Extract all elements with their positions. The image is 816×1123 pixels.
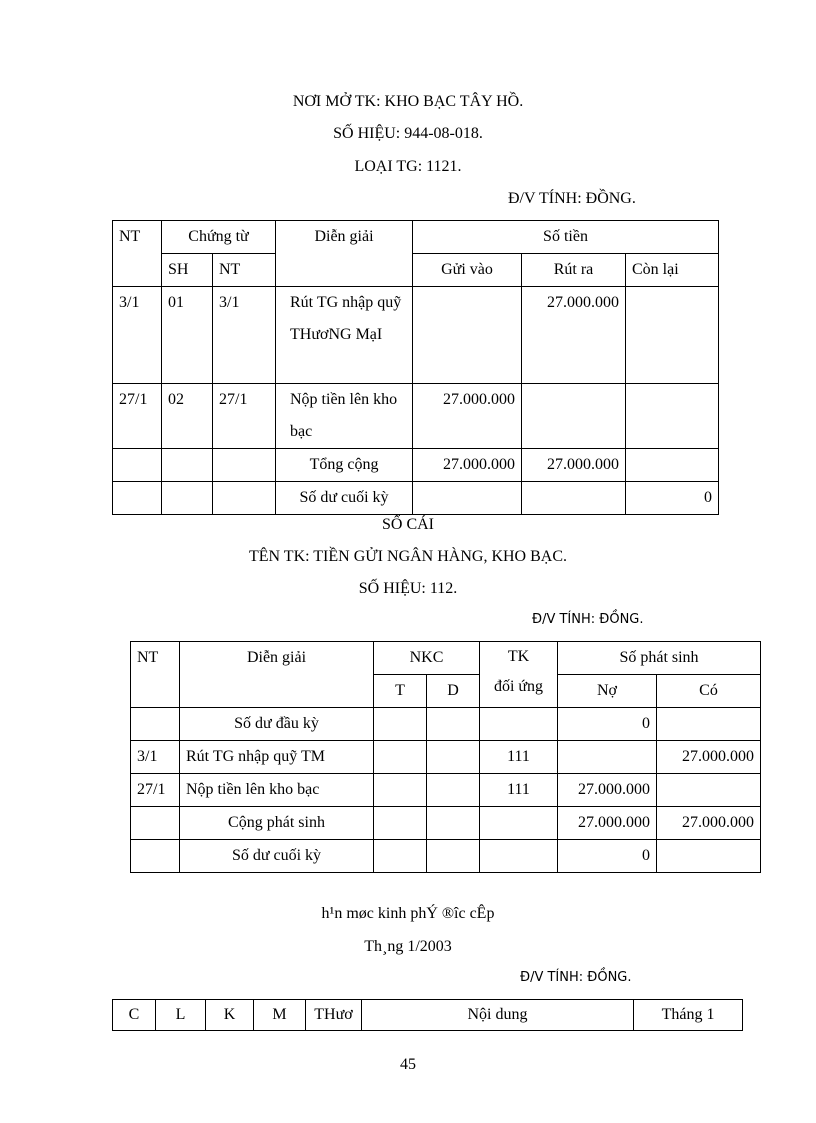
general-ledger-table (130, 641, 761, 873)
cell-rut-ra: 27.000.000 (522, 287, 626, 384)
cell-nt2 (213, 449, 276, 482)
header-con-lai: Còn lại (626, 254, 719, 287)
cell-t (374, 741, 427, 774)
header-so-phat-sinh: Số phát sinh (558, 642, 761, 675)
cell-nt: 27/1 (131, 774, 180, 807)
cell-co (657, 840, 761, 873)
cell-t (374, 774, 427, 807)
cell-desc: Số dư cuối kỳ (276, 482, 413, 515)
header-l: L (156, 1000, 206, 1031)
cell-co (657, 774, 761, 807)
cell-co: 27.000.000 (657, 807, 761, 840)
cell-no: 0 (558, 708, 657, 741)
cell-con-lai (626, 287, 719, 384)
cell-d (427, 708, 480, 741)
cell-t (374, 840, 427, 873)
header-nt: NT (131, 642, 180, 708)
cell-d (427, 741, 480, 774)
ledger-account-name: TÊN TK: TIỀN GỬI NGÂN HÀNG, KHO BẠC. (248, 548, 568, 565)
cell-rut-ra (522, 482, 626, 515)
header-nt: NT (113, 221, 162, 287)
cell-con-lai (626, 384, 719, 449)
cell-con-lai: 0 (626, 482, 719, 515)
header-t: T (374, 675, 427, 708)
cell-t (374, 708, 427, 741)
cell-nt (131, 807, 180, 840)
budget-table (112, 999, 743, 1031)
header-rut-ra: Rút ra (522, 254, 626, 287)
ledger-unit: Đ/V TÍNH: ĐỒNG. (532, 612, 644, 627)
table-row (113, 384, 719, 449)
cell-sh: 02 (162, 384, 213, 449)
header-k: K (206, 1000, 254, 1031)
cell-desc: Rút TG nhập quỹ THươNG MạI (276, 287, 413, 384)
header-m: M (254, 1000, 306, 1031)
cell-desc: Rút TG nhập quỹ TM (180, 741, 374, 774)
cell-con-lai (626, 449, 719, 482)
cell-tk (480, 840, 558, 873)
cell-tk: 111 (480, 774, 558, 807)
section3-title: h¹n møc kinh phÝ ®îc cÊp (321, 905, 495, 922)
cell-desc: Tổng cộng (276, 449, 413, 482)
cell-no: 27.000.000 (558, 774, 657, 807)
cell-nt: 27/1 (113, 384, 162, 449)
cell-rut-ra (522, 384, 626, 449)
account-number: SỐ HIỆU: 944-08-018. (333, 125, 483, 142)
cell-no: 27.000.000 (558, 807, 657, 840)
header-nt2: NT (213, 254, 276, 287)
section3-unit: Đ/V TÍNH: ĐỒNG. (520, 970, 632, 985)
cell-d (427, 840, 480, 873)
header-thuong: THươ (306, 1000, 362, 1031)
table-row (113, 449, 719, 482)
header-gui-vao: Gửi vào (413, 254, 522, 287)
page-number: 45 (400, 1056, 416, 1073)
header-co: Có (657, 675, 761, 708)
header-noi-dung: Nội dung (362, 1000, 634, 1031)
header-thang1: Tháng 1 (634, 1000, 743, 1031)
header-so-tien: Số tiền (413, 221, 719, 254)
cell-sh: 01 (162, 287, 213, 384)
header-c: C (113, 1000, 156, 1031)
table-row (131, 807, 761, 840)
cell-nt2: 3/1 (213, 287, 276, 384)
header-chung-tu: Chứng từ (162, 221, 276, 254)
header-doi-ung: đối ứng (493, 678, 544, 695)
cell-nt2 (213, 482, 276, 515)
cell-desc: Cộng phát sinh (180, 807, 374, 840)
cell-co (657, 708, 761, 741)
cell-desc: Số dư cuối kỳ (180, 840, 374, 873)
deposit-type: LOẠI TG: 1121. (354, 158, 462, 175)
cell-desc: Nộp tiền lên kho bạc (180, 774, 374, 807)
cell-tk (480, 807, 558, 840)
cell-gui-vao (413, 482, 522, 515)
cell-nt (113, 482, 162, 515)
ledger-account-number: SỐ HIỆU: 112. (358, 580, 458, 597)
cell-sh (162, 449, 213, 482)
header-nkc: NKC (374, 642, 480, 675)
header-dien-giai: Diễn giải (180, 642, 374, 708)
header-tk: TK (507, 648, 530, 665)
cell-desc: Nộp tiền lên kho bạc (276, 384, 413, 449)
account-place: NƠI MỞ TK: KHO BẠC TÂY HỒ. (292, 93, 524, 110)
table-row (131, 708, 761, 741)
cell-nt (113, 449, 162, 482)
cell-rut-ra: 27.000.000 (522, 449, 626, 482)
header-tk-doi-ung (480, 642, 558, 708)
cell-nt2: 27/1 (213, 384, 276, 449)
cell-no: 0 (558, 840, 657, 873)
cell-nt: 3/1 (113, 287, 162, 384)
cell-d (427, 774, 480, 807)
cell-no (558, 741, 657, 774)
cell-t (374, 807, 427, 840)
deposit-detail-table (112, 220, 719, 515)
cell-gui-vao: 27.000.000 (413, 449, 522, 482)
cell-gui-vao: 27.000.000 (413, 384, 522, 449)
table-row (113, 482, 719, 515)
cell-desc: Số dư đầu kỳ (180, 708, 374, 741)
table-row (131, 840, 761, 873)
header-sh: SH (162, 254, 213, 287)
cell-tk: 111 (480, 741, 558, 774)
header-no: Nợ (558, 675, 657, 708)
header-dien-giai: Diễn giải (276, 221, 413, 287)
ledger-title: SỔ CÁI (381, 516, 434, 533)
cell-d (427, 807, 480, 840)
section3-month: Th¸ng 1/2003 (364, 938, 452, 955)
cell-tk (480, 708, 558, 741)
header-d: D (427, 675, 480, 708)
table-row (131, 774, 761, 807)
cell-gui-vao (413, 287, 522, 384)
unit-label: Đ/V TÍNH: ĐỒNG. (508, 190, 636, 207)
cell-co: 27.000.000 (657, 741, 761, 774)
cell-nt: 3/1 (131, 741, 180, 774)
cell-sh (162, 482, 213, 515)
cell-nt (131, 840, 180, 873)
cell-nt (131, 708, 180, 741)
table-row (131, 741, 761, 774)
table-row (113, 287, 719, 384)
